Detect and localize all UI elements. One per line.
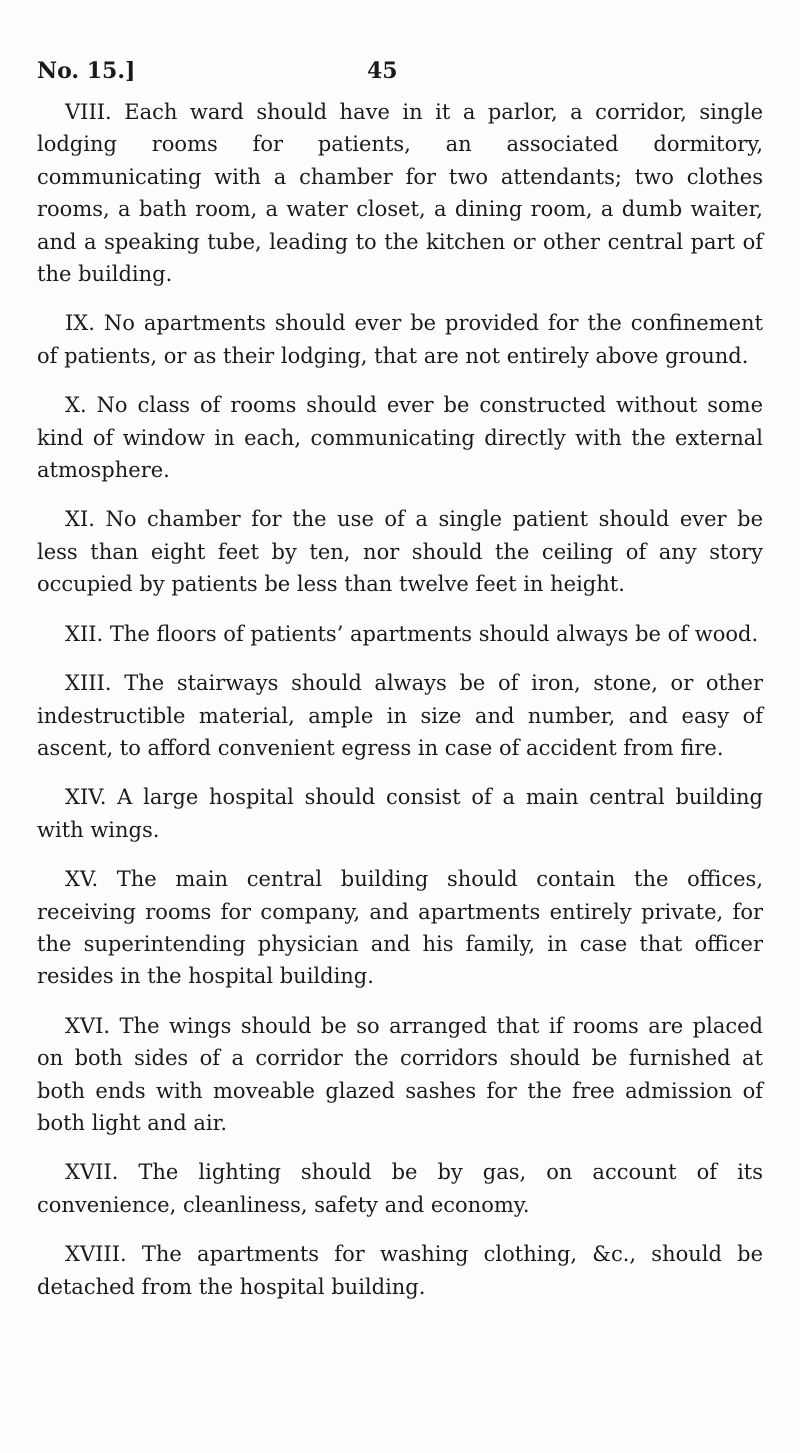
paragraph-xv: XV. The main central building should contain the offices, receiving rooms for company, and apartments entirely private, for the superintending physician and his family, in case that officer resides in the hospital building. — [37, 867, 763, 989]
paragraph-ix: IX. No apartments should ever be provided for the confinement of patients, or as their lodging, that are not entirely above ground. — [37, 311, 763, 368]
body-text — [37, 96, 763, 1320]
paragraph-viii: VIII. Each ward should have in it a parlor, a corridor, single lodging rooms for patients, an associated dormitory, communicating with a chamber for two attendants; two clothes rooms, a bath room, a water closet, a dining room, a dumb waiter, and a speaking tube, leading to the kitchen or other central part of the building. — [37, 100, 763, 287]
paragraph-xiii: XIII. The stairways should always be of iron, stone, or other indestructible material, ample in size and number, and easy of ascent, to afford convenient egress in case of accident from fire. — [37, 671, 763, 760]
document-number: No. 15.] — [37, 58, 136, 84]
paragraph-xvii: XVII. The lighting should be by gas, on account of its convenience, cleanliness, safety and economy. — [37, 1160, 763, 1217]
paragraph-x: X. No class of rooms should ever be constructed without some kind of window in each, communicating directly with the external atmosphere. — [37, 393, 763, 483]
paragraph-xiv: XIV. A large hospital should consist of a main central building with wings. — [37, 785, 763, 842]
paragraph-xvi: XVI. The wings should be so arranged that if rooms are placed on both sides of a corridor the corridors should be furnished at both ends with moveable glazed sashes for the free admission of both light and air. — [37, 1013, 763, 1135]
page-number: 45 — [367, 58, 398, 84]
paragraph-xi: XI. No chamber for the use of a single patient should ever be less than eight feet by ten, nor should the ceiling of any story occupied by patients be less than twelve feet in height. — [37, 507, 763, 597]
paragraph-xii: XII. The floors of patients’ apartments should always be of wood. — [65, 621, 759, 646]
paragraph-xviii: XVIII. The apartments for washing clothing, &c., should be detached from the hospital building. — [37, 1242, 763, 1299]
page-header — [37, 58, 763, 88]
